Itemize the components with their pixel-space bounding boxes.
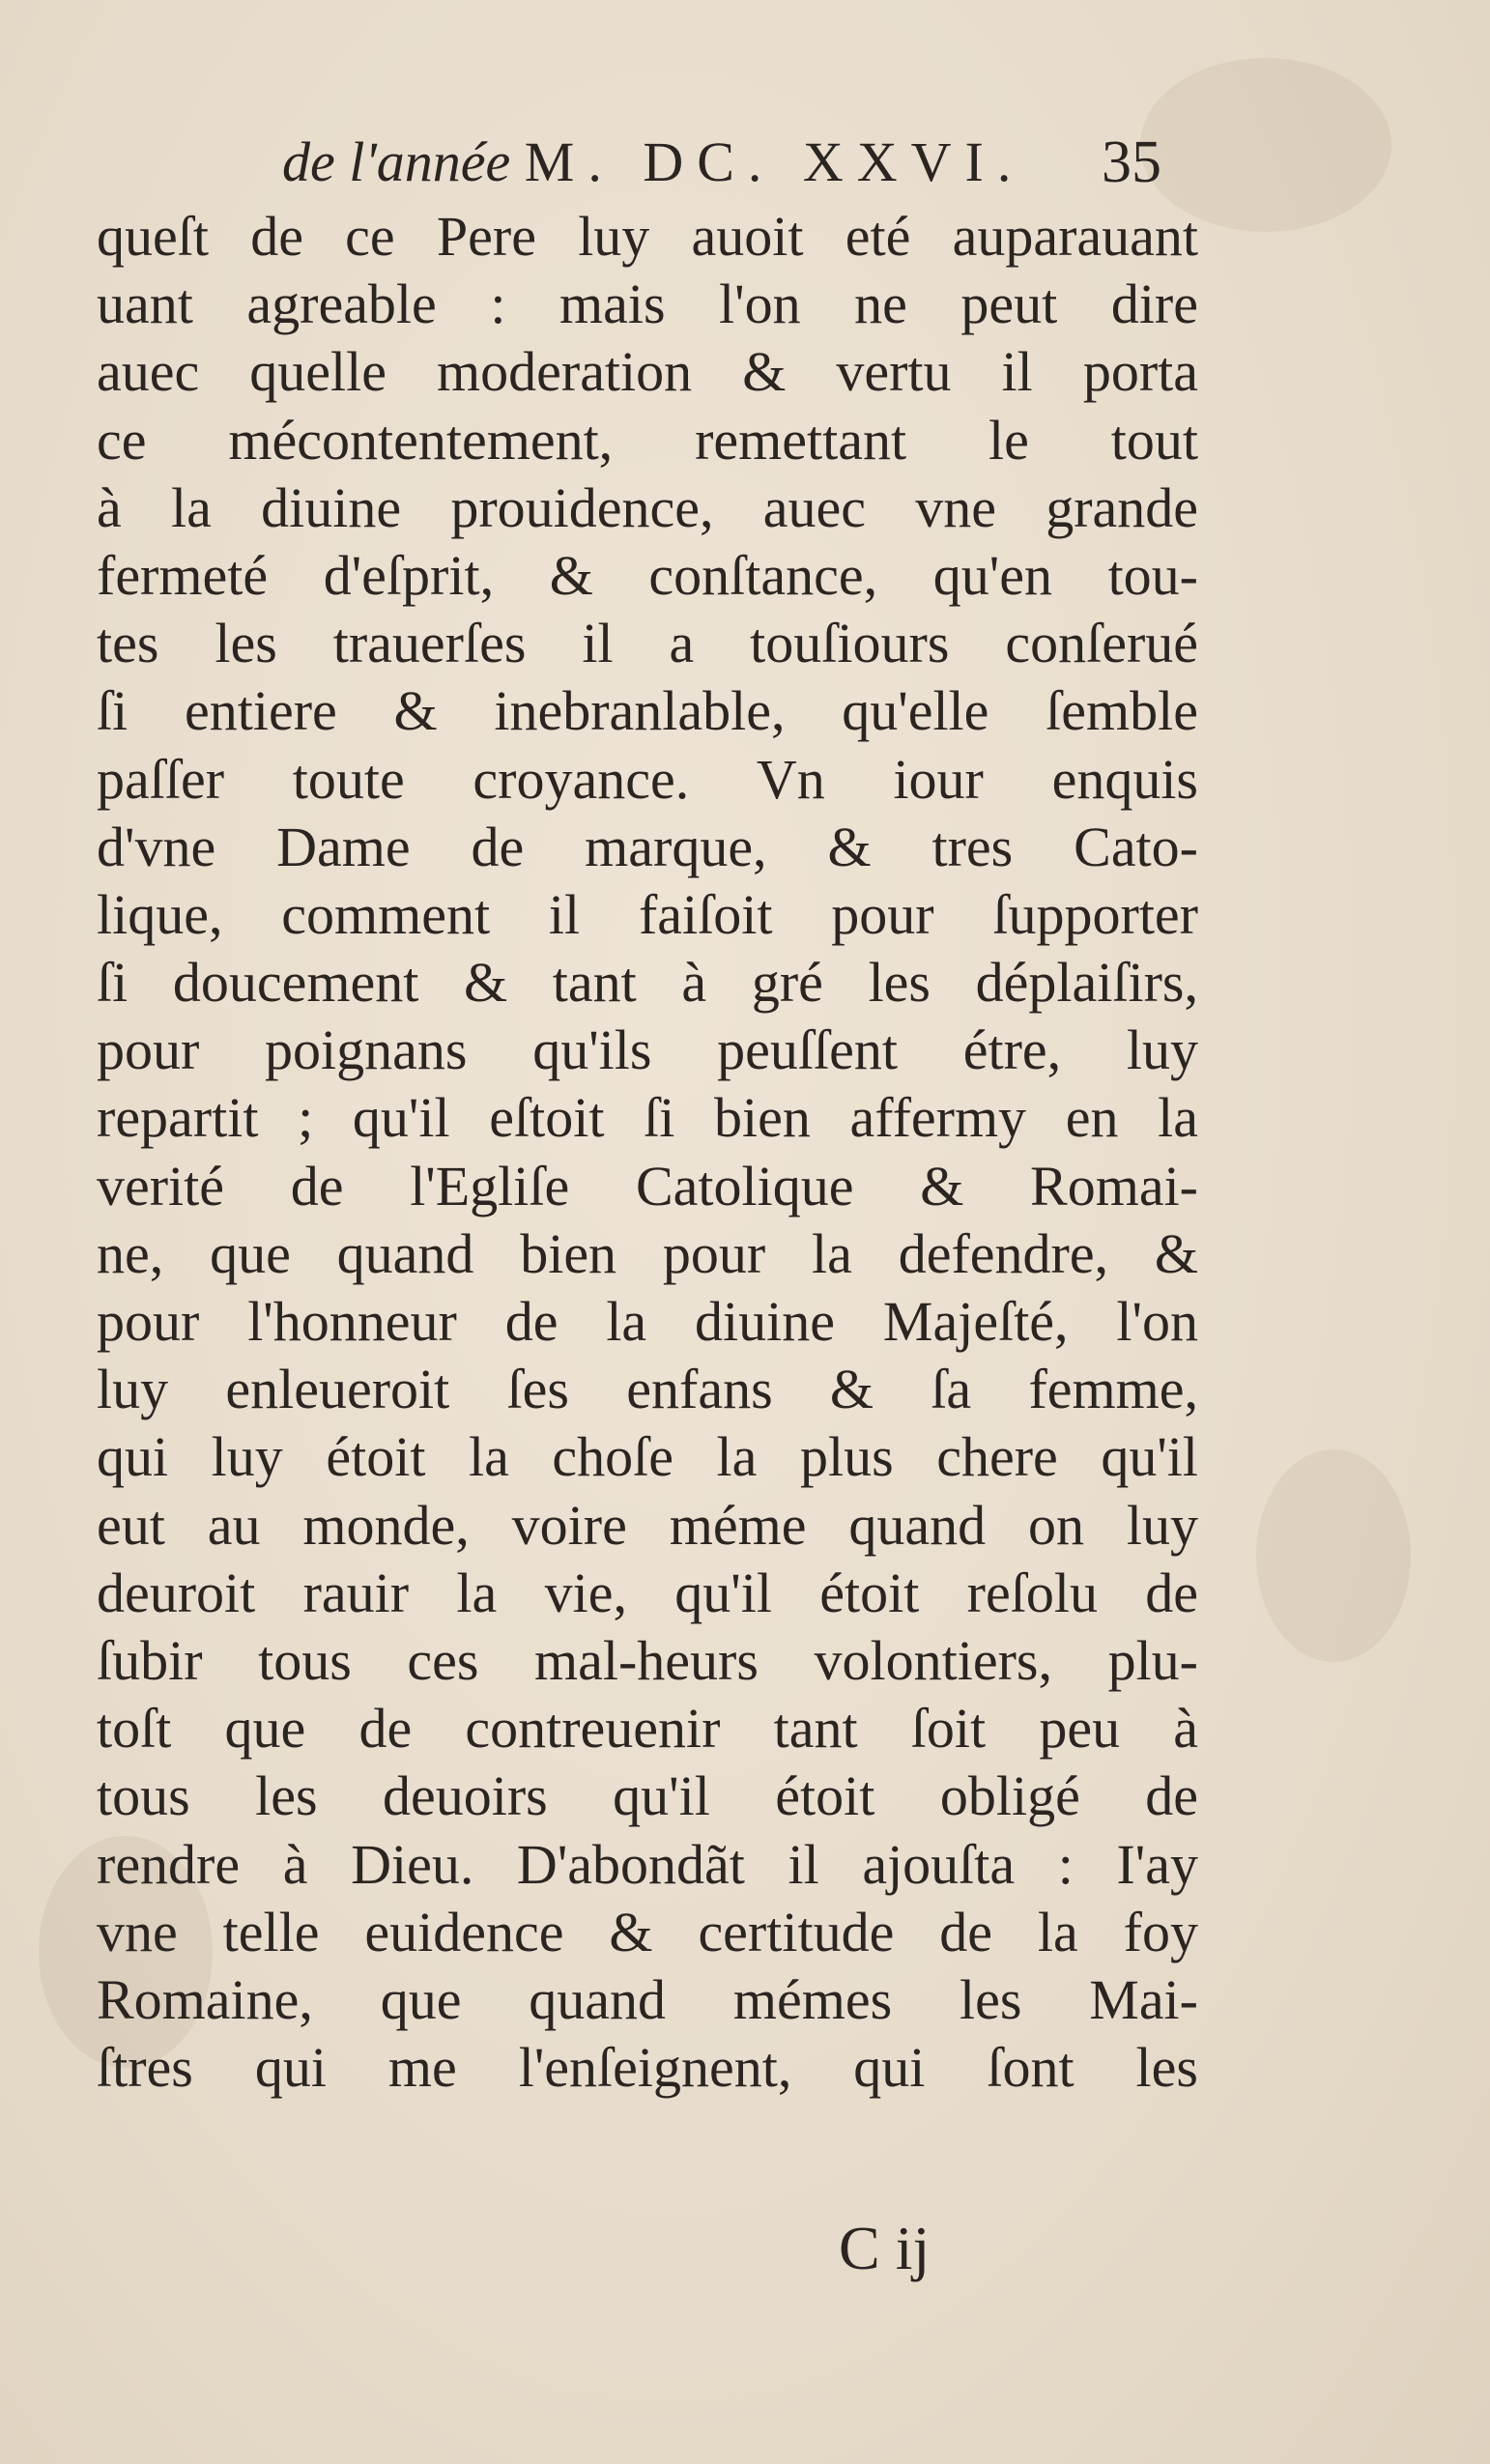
text-line: à la diuine prouidence, auec vne grande: [97, 475, 1198, 539]
paper-stain: [1256, 1449, 1411, 1662]
text-line: toſt que de contreuenir tant ſoit peu à: [97, 1697, 1198, 1761]
text-line: tous les deuoirs qu'il étoit obligé de: [97, 1764, 1198, 1828]
text-line: vne telle euidence & certitude de la foy: [97, 1900, 1198, 1963]
text-line: d'vne Dame de marque, & tres Cato-: [97, 815, 1198, 878]
text-line: deuroit rauir la vie, qu'il étoit reſolu de: [97, 1561, 1198, 1624]
page-number: 35: [1102, 129, 1161, 195]
running-head-year: M. DC. XXVI.: [524, 130, 1025, 193]
text-line: Romaine, que quand mémes les Mai-: [97, 1967, 1198, 2031]
text-line: repartit ; qu'il eſtoit ſi bien affermy en la: [97, 1086, 1198, 1150]
text-line: ſtres qui me l'enſeignent, qui ſont les: [97, 2036, 1198, 2100]
text-line: paſſer toute croyance. Vn iour enquis: [97, 747, 1198, 811]
text-line: lique, comment il faiſoit pour ſupporter: [97, 882, 1198, 946]
running-head: [282, 114, 1024, 211]
text-line: fermeté d'eſprit, & conſtance, qu'en tou-: [97, 543, 1198, 607]
text-line: qui luy étoit la choſe la plus chere qu'il: [97, 1425, 1198, 1489]
text-line: pour poignans qu'ils peuſſent étre, luy: [97, 1018, 1198, 1082]
text-line: uant agreable : mais l'on ne peut dire: [97, 272, 1198, 336]
text-line: tes les trauerſes il a touſiours conſerué: [97, 612, 1198, 675]
page-header: [0, 114, 1490, 211]
text-line: rendre à Dieu. D'abondãt il ajouſta : I'ay: [97, 1832, 1198, 1896]
running-head-italic: de l'année: [282, 130, 511, 193]
body-text: [97, 203, 1198, 2102]
text-line: pour l'honneur de la diuine Majeſté, l'on: [97, 1290, 1198, 1353]
text-line: ſi doucement & tant à gré les déplaiſirs,: [97, 951, 1198, 1015]
text-line: eut au monde, voire méme quand on luy: [97, 1493, 1198, 1557]
signature-mark: C ij: [839, 2214, 931, 2282]
text-line: luy enleueroit ſes enfans & ſa femme,: [97, 1358, 1198, 1421]
text-line: ce mécontentement, remettant le tout: [97, 408, 1198, 472]
text-line: ſi entiere & inebranlable, qu'elle ſemble: [97, 679, 1198, 743]
text-line: ſubir tous ces mal-heurs volontiers, plu-: [97, 1628, 1198, 1692]
text-line: auec quelle moderation & vertu il porta: [97, 340, 1198, 404]
text-line: verité de l'Egliſe Catolique & Romai-: [97, 1154, 1198, 1218]
text-line: ne, que quand bien pour la defendre, &: [97, 1221, 1198, 1285]
text-line: queſt de ce Pere luy auoit eté auparauant: [97, 205, 1198, 268]
